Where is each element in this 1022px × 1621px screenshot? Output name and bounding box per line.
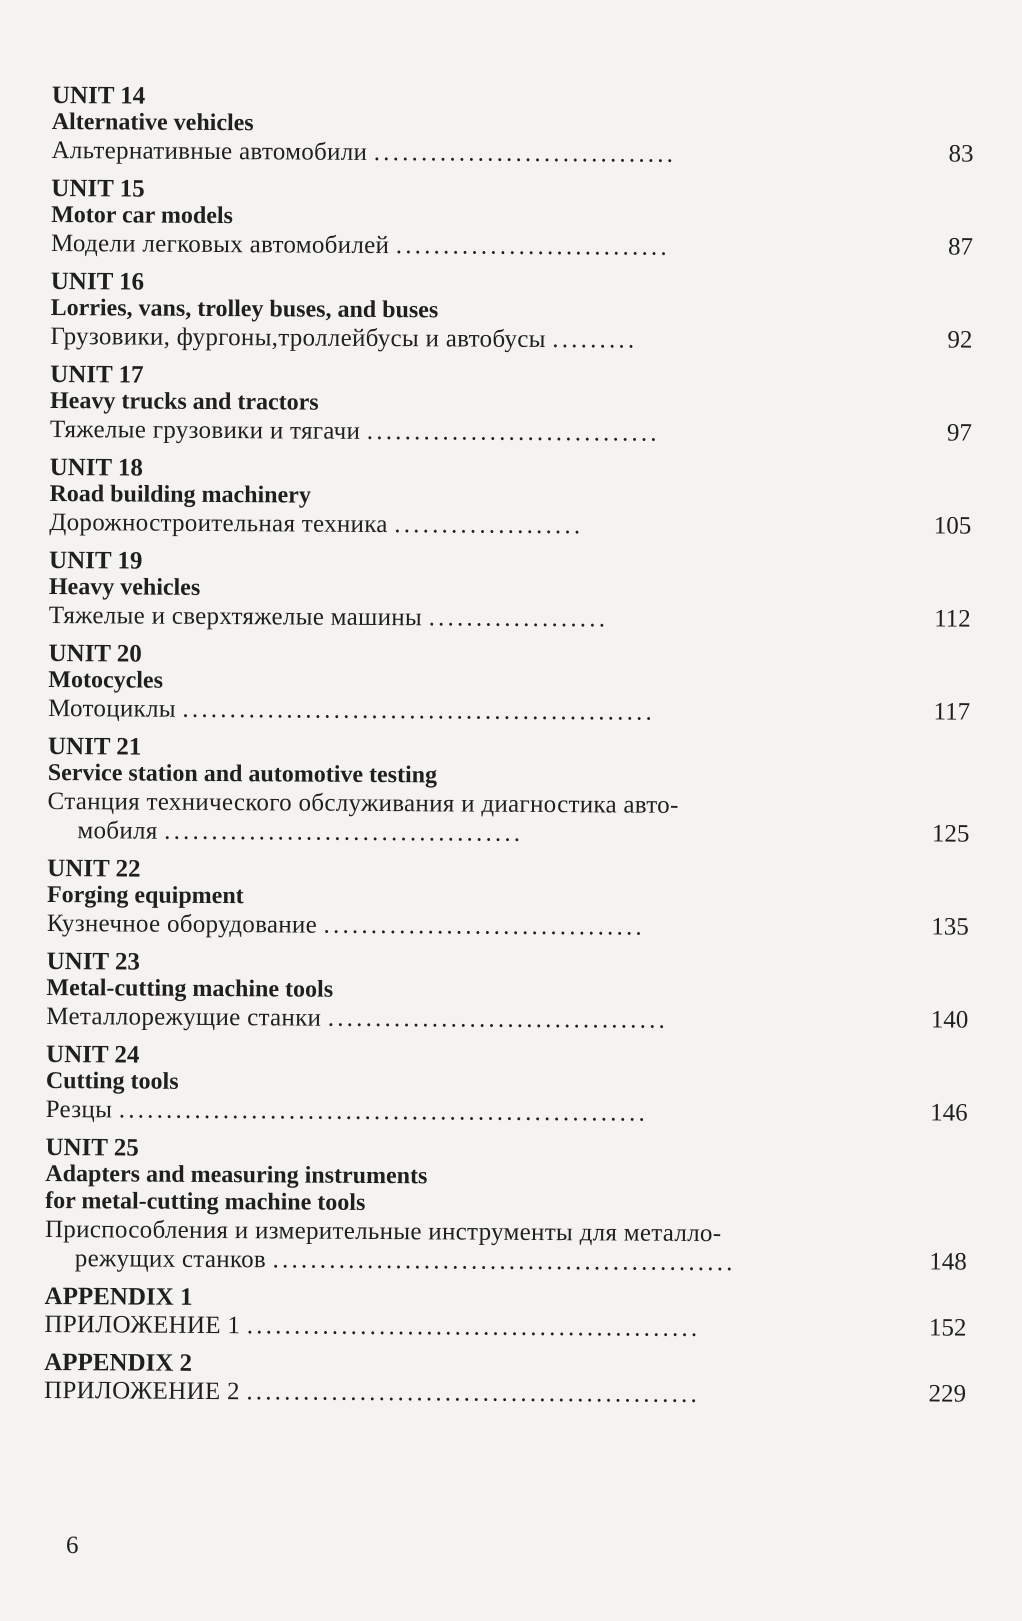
english-title: Road building machinery — [49, 480, 311, 509]
leader-dots: .................................................. — [182, 695, 656, 726]
english-title: Metal-cutting machine tools — [46, 974, 334, 1003]
russian-title: Мотоциклы .................................................. — [48, 694, 656, 726]
page-ref: 83 — [948, 140, 974, 168]
russian-title: ПРИЛОЖЕНИЕ 2 ................................................ — [43, 1376, 701, 1408]
russian-title: Модели легковых автомобилей ............................. — [50, 229, 670, 261]
unit-heading: APPENDIX 2 — [44, 1348, 193, 1377]
page-ref: 148 — [929, 1248, 967, 1276]
leader-dots: ................................ — [373, 138, 677, 168]
leader-dots: .................... — [394, 511, 584, 540]
page-ref: 105 — [933, 512, 972, 540]
russian-title: Грузовики, фургоны,троллейбусы и автобусы ......... — [50, 322, 638, 354]
russian-title: Кузнечное оборудование .................................. — [46, 909, 645, 941]
leader-dots: ................................................ — [246, 1312, 701, 1342]
leader-dots: ................................................. — [272, 1246, 736, 1277]
english-title: Forging equipment — [46, 881, 244, 910]
page-ref: 146 — [930, 1099, 968, 1127]
unit-heading: APPENDIX 1 — [44, 1282, 193, 1311]
russian-title: Альтернативные автомобили ................................ — [51, 136, 677, 168]
russian-title: ПРИЛОЖЕНИЕ 1 ................................................ — [44, 1310, 701, 1342]
page-ref: 135 — [931, 913, 969, 941]
unit-heading: UNIT 22 — [47, 854, 141, 883]
unit-heading: UNIT 20 — [48, 639, 142, 668]
table-of-contents — [44, 82, 992, 1421]
leader-dots: ......... — [552, 326, 638, 354]
unit-heading: UNIT 18 — [49, 453, 144, 482]
page-ref: 140 — [930, 1006, 969, 1034]
english-title: Lorries, vans, trolley buses, and buses — [50, 294, 439, 324]
page-ref: 87 — [947, 233, 974, 261]
toc-entry — [50, 361, 990, 450]
unit-heading: UNIT 17 — [50, 360, 144, 389]
page-ref: 117 — [933, 698, 971, 726]
leader-dots: ............................... — [366, 417, 660, 447]
leader-dots: .................................. — [323, 911, 645, 941]
unit-heading: UNIT 15 — [51, 174, 145, 203]
english-title: Motocycles — [48, 666, 164, 694]
toc-entry — [46, 1041, 986, 1130]
toc-entry — [46, 948, 986, 1037]
unit-heading: UNIT 19 — [48, 546, 143, 575]
unit-heading: UNIT 25 — [45, 1133, 139, 1162]
page-number: 6 — [66, 1532, 79, 1559]
toc-entry — [49, 454, 989, 543]
toc-entry — [44, 1349, 984, 1411]
toc-entry — [47, 733, 988, 851]
leader-dots: ...................................... — [164, 817, 524, 847]
toc-entry — [51, 82, 991, 171]
unit-heading: UNIT 24 — [45, 1040, 140, 1069]
toc-entry — [48, 640, 988, 729]
english-title: for metal-cutting machine tools — [45, 1187, 366, 1216]
english-title: Motor car models — [51, 201, 233, 230]
unit-heading: UNIT 14 — [51, 82, 146, 110]
russian-title: режущих станков ................................................. — [74, 1245, 736, 1277]
toc-entry — [51, 175, 991, 264]
toc-entry — [45, 1134, 986, 1279]
unit-heading: UNIT 16 — [50, 267, 145, 296]
page-ref: 229 — [928, 1380, 967, 1408]
leader-dots: ................................................ — [246, 1378, 701, 1408]
unit-heading: UNIT 21 — [47, 732, 142, 761]
unit-heading: UNIT 23 — [46, 947, 141, 976]
russian-title: Дорожностроительная техника .................... — [49, 508, 584, 540]
leader-dots: .................................... — [327, 1004, 669, 1034]
leader-dots: ........................................................ — [118, 1096, 649, 1127]
page-ref: 112 — [934, 605, 971, 633]
toc-entry — [50, 268, 990, 357]
page-ref: 97 — [946, 419, 972, 447]
english-title: Adapters and measuring instruments — [45, 1160, 428, 1190]
toc-entry — [44, 1283, 984, 1345]
leader-dots: ............................. — [395, 232, 670, 261]
russian-title: Металлорежущие станки .................................... — [46, 1002, 669, 1034]
russian-title: Приспособления и измерительные инструменты для металло- — [44, 1215, 722, 1248]
english-title: Heavy trucks and tractors — [49, 387, 319, 416]
toc-entry — [49, 547, 989, 636]
page-ref: 152 — [928, 1314, 967, 1342]
page-ref: 125 — [931, 820, 970, 848]
russian-title: мобиля ...................................... — [77, 817, 524, 847]
page-ref: 92 — [947, 326, 973, 354]
leader-dots: ................... — [428, 604, 609, 633]
russian-title: Тяжелые и сверхтяжелые машины ................... — [48, 601, 609, 633]
toc-entry — [47, 855, 987, 944]
english-title: Cutting tools — [45, 1067, 179, 1095]
english-title: Alternative vehicles — [51, 108, 254, 137]
english-title: Heavy vehicles — [48, 573, 201, 601]
russian-title: Тяжелые грузовики и тягачи ............................... — [49, 415, 660, 447]
russian-title: Резцы ........................................................ — [45, 1095, 649, 1127]
english-title: Service station and automotive testing — [47, 759, 438, 789]
russian-title: Станция технического обслуживания и диагностика авто- — [47, 787, 679, 819]
